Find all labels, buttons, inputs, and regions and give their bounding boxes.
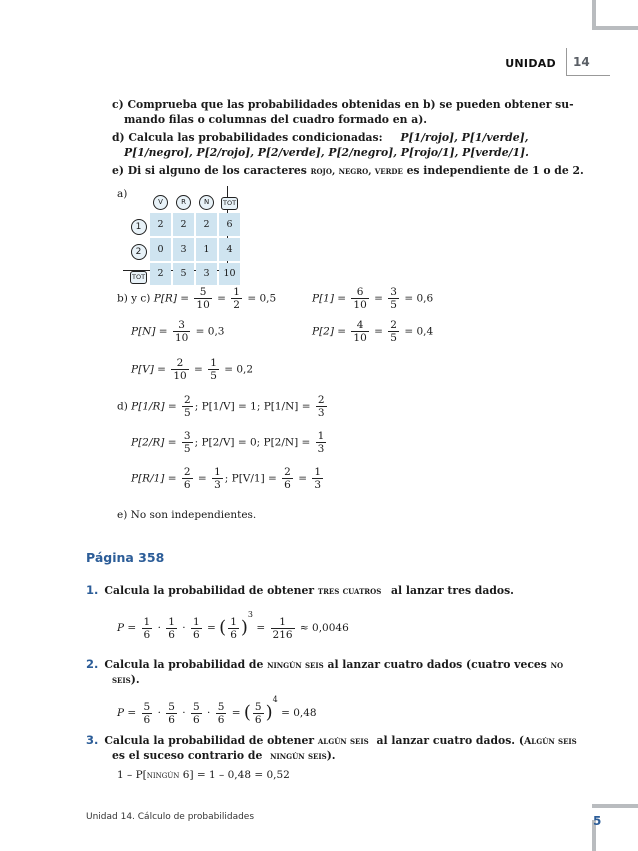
answer-b-pr: b) y c) P[R] = $\frac{5}{10}$ = $\frac{1}{2}$ = 0,5 bbox=[117, 286, 277, 311]
answer-a-label: a) bbox=[117, 188, 128, 200]
answer-2: P = $\frac{5}{6}$ · $\frac{5}{6}$ · $\frac{5}{6}$ · $\frac{5}{6}$ = ( $\frac{5}{6}$ )$^4$ = 0,48 bbox=[117, 695, 317, 726]
question-3: 3. Calcula la probabilidad de obtener algún seis al lanzar cuatro dados. (Algún seis bbox=[86, 733, 577, 747]
answer-d-line1: d) P[1/R] = $\frac{2}{5}$ ; P[1/V] = 1; P[1/N] = $\frac{2}{3}$ bbox=[117, 394, 325, 419]
corner-frame-top-bar bbox=[592, 26, 638, 30]
corner-frame-bottom-bar bbox=[592, 804, 638, 808]
table-row: 2 0 3 1 4 bbox=[129, 238, 240, 261]
answer-d-line3: P[R/1] = $\frac{2}{6}$ = $\frac{1}{3}$ ; P[V/1] = $\frac{2}{6}$ = $\frac{1}{3}$ bbox=[131, 466, 322, 491]
answer-b-pv: P[V] = $\frac{2}{10}$ = $\frac{1}{5}$ = 0,2 bbox=[131, 357, 254, 382]
answer-b-p1: P[1] = $\frac{6}{10}$ = $\frac{3}{5}$ = 0,6 bbox=[312, 286, 434, 311]
item-c: c) Comprueba que las probabilidades obtenidas en b) se pueden obtener su- bbox=[112, 98, 574, 111]
item-d-cont: P[1/negro], P[2/rojo], P[2/verde], P[2/negro], P[rojo/1], P[verde/1]. bbox=[124, 146, 529, 159]
question-2: 2. Calcula la probabilidad de ningún seis al lanzar cuatro dados (cuatro veces no bbox=[86, 657, 564, 671]
header-n: N bbox=[199, 195, 214, 210]
item-d: d) Calcula las probabilidades condicionadas: P[1/rojo], P[1/verde], bbox=[112, 131, 529, 144]
question-3-cont: es el suceso contrario de ningún seis). bbox=[112, 749, 336, 762]
page-title: Página 358 bbox=[86, 550, 165, 565]
contingency-table bbox=[127, 186, 242, 287]
answer-e: e) No son independientes. bbox=[117, 509, 257, 521]
table-row: TOT 2 5 3 10 bbox=[129, 263, 240, 285]
table-row: 1 2 2 2 6 bbox=[129, 213, 240, 236]
question-2-cont: seis). bbox=[112, 673, 140, 686]
header-tot: TOT bbox=[221, 197, 238, 210]
header-v: V bbox=[153, 195, 168, 210]
unit-number: 14 bbox=[566, 48, 610, 76]
answer-3: 1 – P[ningún 6] = 1 – 0,48 = 0,52 bbox=[117, 769, 290, 781]
question-1: 1. Calcula la probabilidad de obtener tres cuatros al lanzar tres dados. bbox=[86, 583, 514, 597]
footer-text: Unidad 14. Cálculo de probabilidades bbox=[86, 812, 255, 822]
answer-b-pn: P[N] = $\frac{3}{10}$ = 0,3 bbox=[131, 319, 225, 344]
answer-d-line2: P[2/R] = $\frac{3}{5}$ ; P[2/V] = 0; P[2/N] = $\frac{1}{3}$ bbox=[131, 430, 325, 455]
header-r: R bbox=[176, 195, 191, 210]
answer-b-p2: P[2] = $\frac{4}{10}$ = $\frac{2}{5}$ = 0,4 bbox=[312, 319, 434, 344]
item-c-cont: mando filas o columnas del cuadro formado en a). bbox=[124, 113, 428, 126]
page-number: 5 bbox=[593, 814, 602, 828]
item-e: e) Di si alguno de los caracteres rojo, negro, verde es independiente de 1 o de 2. bbox=[112, 164, 584, 177]
answer-1: P = $\frac{1}{6}$ · $\frac{1}{6}$ · $\frac{1}{6}$ = ( $\frac{1}{6}$ )$^3$ = $\frac{1}{216}$ ≈ 0,0046 bbox=[117, 610, 349, 641]
unit-label: UNIDAD bbox=[505, 57, 556, 70]
